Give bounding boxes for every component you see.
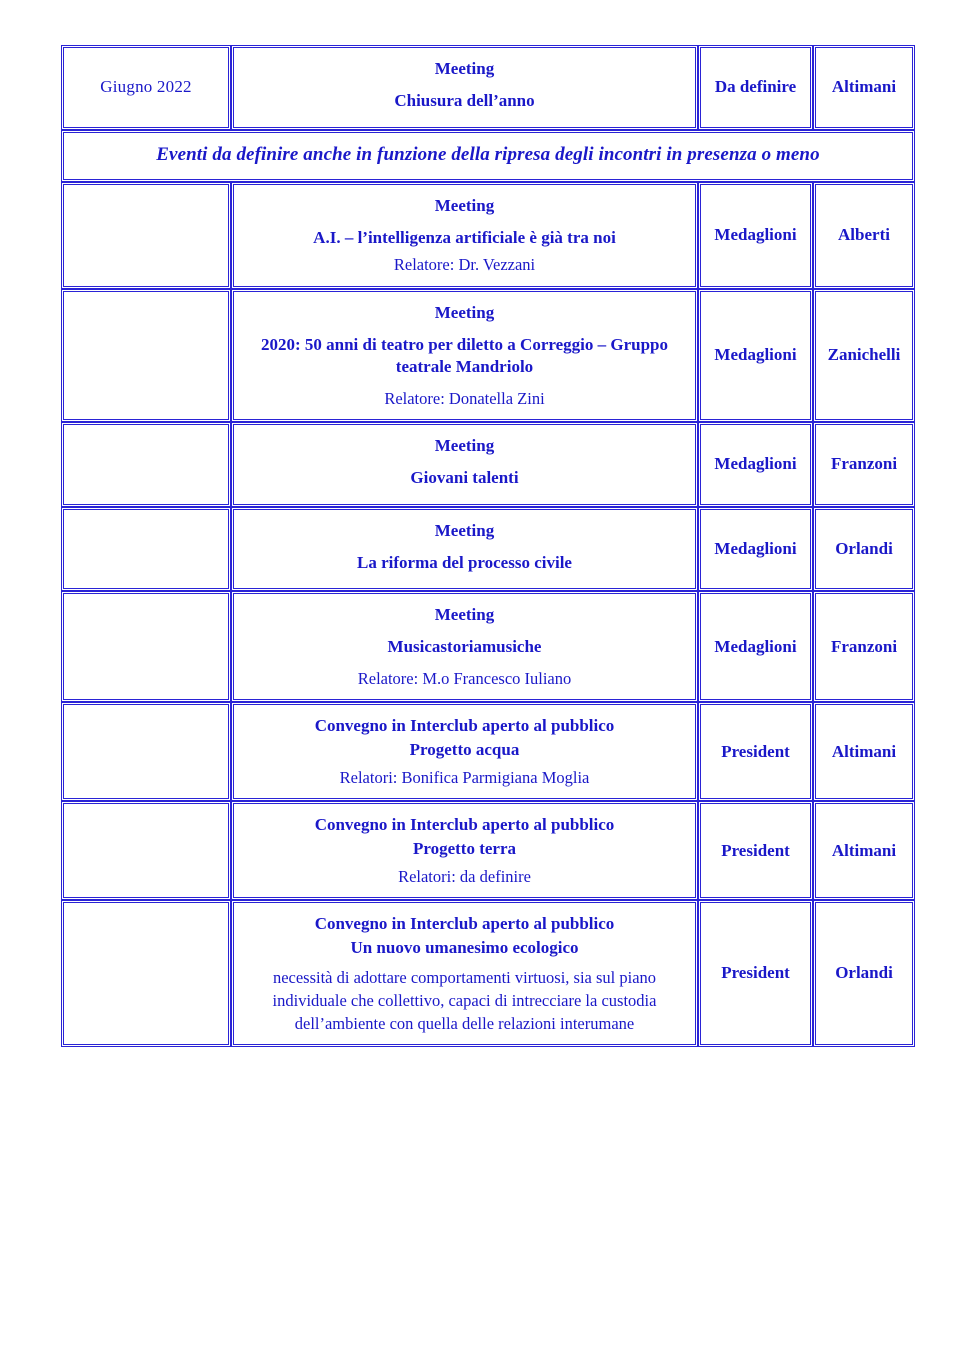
row-month-cell (61, 801, 231, 900)
row-month-cell (61, 900, 231, 1047)
event-speaker: Relatore: M.o Francesco Iuliano (357, 668, 572, 688)
event-kind: Convegno in Interclub aperto al pubblico (314, 914, 615, 934)
table-row (61, 289, 915, 422)
event-kind: Meeting (434, 302, 495, 322)
note-text: Eventi da definire anche in funzione della ripresa degli incontri in presenza o meno (156, 143, 820, 165)
row-venue-cell (698, 45, 813, 130)
event-title: Un nuovo umanesimo ecologico (350, 938, 579, 958)
row-owner-cell (813, 801, 915, 900)
row-month-cell (61, 507, 231, 592)
owner-label: Zanichelli (827, 345, 901, 365)
owner-label: Altimani (831, 840, 897, 860)
month-label: Giugno 2022 (100, 77, 192, 97)
row-venue-cell (698, 507, 813, 592)
event-kind: Convegno in Interclub aperto al pubblico (314, 716, 615, 736)
event-speaker: Relatori: da definire (398, 866, 531, 886)
table-row (61, 45, 915, 130)
table-row (61, 900, 915, 1047)
row-month-cell (61, 45, 231, 130)
row-month-cell (61, 591, 231, 702)
venue-label: President (721, 963, 790, 983)
event-speaker: Relatori: Bonifica Parmigiana Moglia (339, 767, 590, 787)
venue-label: Medaglioni (714, 636, 797, 656)
venue-label: President (721, 840, 790, 860)
row-event-cell (231, 422, 698, 507)
row-month-cell (61, 422, 231, 507)
row-event-cell (231, 591, 698, 702)
row-event-cell (231, 702, 698, 801)
row-event-cell (231, 507, 698, 592)
table-note-row (61, 130, 915, 182)
row-venue-cell (698, 182, 813, 289)
row-month-cell (61, 289, 231, 422)
row-event-cell (231, 289, 698, 422)
row-owner-cell (813, 507, 915, 592)
row-owner-cell (813, 182, 915, 289)
event-kind: Convegno in Interclub aperto al pubblico (314, 815, 615, 835)
event-speaker: Relatore: Donatella Zini (384, 388, 545, 408)
table-row (61, 801, 915, 900)
schedule-table (61, 45, 915, 1047)
event-kind: Meeting (434, 520, 495, 540)
row-venue-cell (698, 289, 813, 422)
event-title: Progetto acqua (409, 740, 520, 760)
table-row (61, 507, 915, 592)
row-month-cell (61, 182, 231, 289)
event-title: Progetto terra (412, 839, 517, 859)
event-title: Musicastoriamusiche (387, 637, 542, 657)
venue-label: Medaglioni (714, 225, 797, 245)
row-owner-cell (813, 591, 915, 702)
venue-label: Da definire (714, 77, 797, 97)
owner-label: Franzoni (830, 636, 898, 656)
row-event-cell (231, 900, 698, 1047)
row-owner-cell (813, 422, 915, 507)
row-event-cell (231, 182, 698, 289)
row-venue-cell (698, 801, 813, 900)
row-event-cell (231, 45, 698, 130)
event-kind: Meeting (434, 59, 495, 78)
row-owner-cell (813, 289, 915, 422)
event-title: Giovani talenti (410, 468, 519, 488)
row-venue-cell (698, 702, 813, 801)
owner-label: Orlandi (835, 538, 893, 558)
event-kind: Meeting (434, 605, 495, 625)
row-month-cell (61, 702, 231, 801)
owner-label: Alberti (838, 225, 890, 245)
table-row (61, 182, 915, 289)
venue-label: Medaglioni (714, 345, 797, 365)
row-venue-cell (698, 422, 813, 507)
note-cell (61, 130, 915, 182)
event-title: A.I. – l’intelligenza artificiale è già tra noi (313, 227, 616, 247)
row-owner-cell (813, 702, 915, 801)
schedule-table-body (61, 45, 915, 1047)
row-event-cell (231, 801, 698, 900)
event-title: Chiusura dell’anno (394, 91, 535, 111)
venue-label: President (721, 741, 790, 761)
table-row (61, 591, 915, 702)
event-description: necessità di adottare comportamenti virtuosi, sia sul piano individuale che collettivo, capaci di intrecciare la custodia dell’ambiente con quella delle relazioni interumane (272, 967, 657, 1034)
event-title: La riforma del processo civile (357, 552, 572, 572)
venue-label: Medaglioni (714, 538, 797, 558)
event-kind: Meeting (434, 435, 495, 455)
owner-label: Franzoni (830, 454, 898, 474)
owner-label: Altimani (831, 77, 897, 97)
event-kind: Meeting (434, 195, 495, 215)
owner-label: Altimani (831, 741, 897, 761)
row-owner-cell (813, 900, 915, 1047)
row-venue-cell (698, 591, 813, 702)
event-title: 2020: 50 anni di teatro per diletto a Correggio – Gruppo teatrale Mandriolo (260, 334, 669, 377)
table-row (61, 422, 915, 507)
owner-label: Orlandi (835, 963, 893, 983)
row-owner-cell (813, 45, 915, 130)
event-speaker: Relatore: Dr. Vezzani (393, 255, 536, 275)
venue-label: Medaglioni (714, 454, 797, 474)
row-venue-cell (698, 900, 813, 1047)
table-row (61, 702, 915, 801)
